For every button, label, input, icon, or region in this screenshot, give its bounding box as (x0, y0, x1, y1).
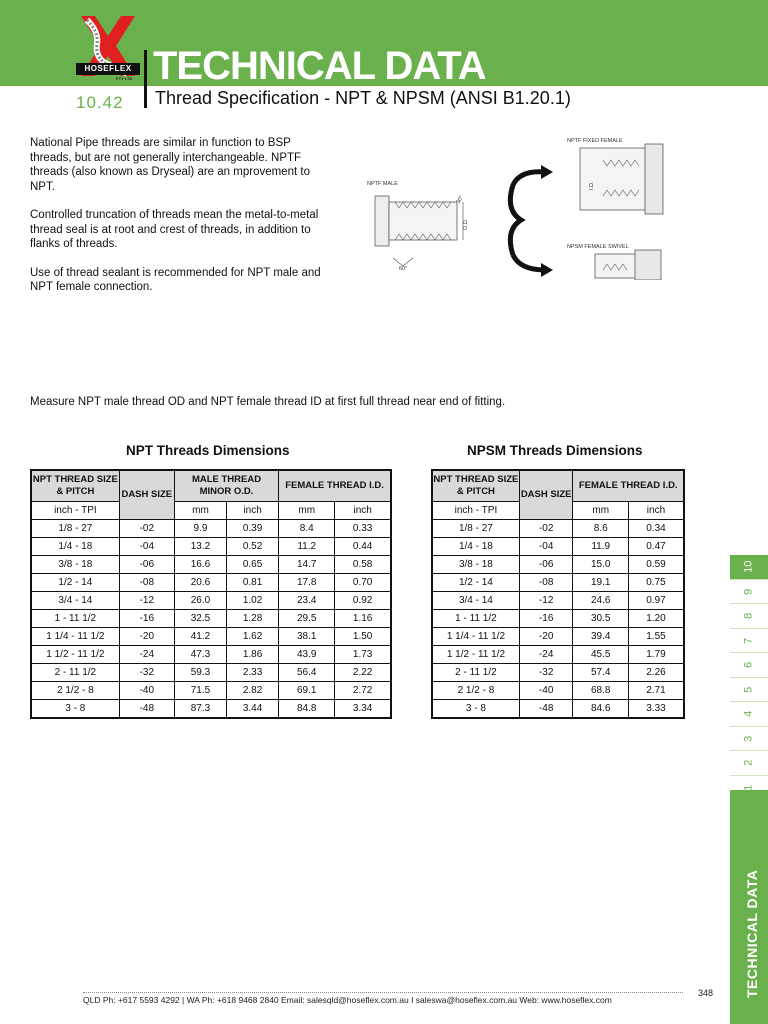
unit-cell: mm (279, 502, 335, 520)
footer-rule (83, 992, 683, 993)
table-cell: 1.28 (227, 610, 279, 628)
table-cell: -12 (119, 592, 174, 610)
unit-cell: mm (174, 502, 226, 520)
table-cell: 3/4 - 14 (31, 592, 119, 610)
table-cell: 11.2 (279, 538, 335, 556)
table-cell: 43.9 (279, 646, 335, 664)
table-row (31, 574, 391, 592)
chapter-tab-label: 6 (742, 661, 755, 668)
table-cell: 0.75 (628, 574, 684, 592)
table-cell: 1.20 (628, 610, 684, 628)
table-cell: -06 (119, 556, 174, 574)
table-cell: 57.4 (573, 664, 629, 682)
table-cell: 3.44 (227, 700, 279, 719)
chapter-tab-5[interactable] (730, 678, 768, 703)
table-cell: 1 1/4 - 11 1/2 (31, 628, 119, 646)
table-cell: -08 (119, 574, 174, 592)
table-cell: 0.34 (628, 520, 684, 538)
header-cell: DASH SIZE (119, 470, 174, 520)
table-cell: 16.6 (174, 556, 226, 574)
header-cell: NPT THREAD SIZE & PITCH (432, 470, 519, 502)
table-cell: 1/2 - 14 (31, 574, 119, 592)
table-cell: 87.3 (174, 700, 226, 719)
table-cell: 9.9 (174, 520, 226, 538)
table-cell: 19.1 (573, 574, 629, 592)
page-title: TECHNICAL DATA (153, 44, 486, 88)
table-row (432, 520, 684, 538)
nptf-fixed-female-label: NPTF FIXED FEMALE (567, 138, 623, 144)
id-label: I.D. (589, 181, 595, 190)
table-cell: -20 (519, 628, 573, 646)
table-cell: 1/8 - 27 (432, 520, 519, 538)
logo-subtext: PTY LTD (116, 76, 133, 81)
table-cell: -16 (119, 610, 174, 628)
unit-cell: inch - TPI (432, 502, 519, 520)
table-cell: 2.26 (628, 664, 684, 682)
table-row (432, 628, 684, 646)
table-cell: 1/4 - 18 (31, 538, 119, 556)
table-cell: 0.52 (227, 538, 279, 556)
nptf-male-label: NPTF MALE (367, 181, 398, 187)
table-cell: 1.02 (227, 592, 279, 610)
table-cell: 2.72 (335, 682, 391, 700)
header-cell: FEMALE THREAD I.D. (279, 470, 391, 502)
table-cell: 0.39 (227, 520, 279, 538)
logo-wordmark: HOSEFLEX (76, 63, 140, 75)
table-cell: 29.5 (279, 610, 335, 628)
table-cell: 0.65 (227, 556, 279, 574)
header-cell: FEMALE THREAD I.D. (573, 470, 684, 502)
table-cell: 1.86 (227, 646, 279, 664)
table-cell: 1.79 (628, 646, 684, 664)
angle-30-label: 30° (455, 194, 465, 205)
table-cell: 3.34 (335, 700, 391, 719)
table-cell: -40 (519, 682, 573, 700)
table-cell: 23.4 (279, 592, 335, 610)
table-cell: -32 (519, 664, 573, 682)
table-cell: -02 (519, 520, 573, 538)
table-cell: -24 (119, 646, 174, 664)
chapter-tab-4[interactable] (730, 702, 768, 727)
table-cell: -12 (519, 592, 573, 610)
chapter-tab-label: 8 (742, 612, 755, 619)
table-cell: 39.4 (573, 628, 629, 646)
side-section-label: TECHNICAL DATA (744, 869, 760, 998)
npsm-dimensions-table (431, 469, 685, 719)
table-row (432, 556, 684, 574)
table-cell: 1 - 11 1/2 (432, 610, 519, 628)
table-cell: 45.5 (573, 646, 629, 664)
table-row (31, 610, 391, 628)
intro-text (30, 136, 330, 309)
intro-paragraph: National Pipe threads are similar in function to BSP threads, but are not generally interchangeable. NPTF threads (also known as Dryseal) are an mprovement to NPT. (30, 137, 310, 193)
table-cell: 32.5 (174, 610, 226, 628)
table-cell: 47.3 (174, 646, 226, 664)
table-cell: 2 - 11 1/2 (31, 664, 119, 682)
chapter-tab-strip (730, 555, 768, 790)
table-cell: 0.97 (628, 592, 684, 610)
table-cell: 1 1/4 - 11 1/2 (432, 628, 519, 646)
table-row (432, 646, 684, 664)
page-number: 348 (698, 988, 714, 998)
table-cell: -16 (519, 610, 573, 628)
chapter-tab-label: 10 (742, 560, 755, 573)
table-row (31, 628, 391, 646)
table-cell: 2 1/2 - 8 (31, 682, 119, 700)
table-cell: 3/8 - 18 (432, 556, 519, 574)
table-row (31, 646, 391, 664)
table-cell: 0.70 (335, 574, 391, 592)
table-cell: 3/8 - 18 (31, 556, 119, 574)
table-header-row (31, 470, 391, 502)
table-cell: 1 1/2 - 11 1/2 (432, 646, 519, 664)
table-cell: 0.58 (335, 556, 391, 574)
chapter-tab-label: 9 (742, 588, 755, 595)
table-row (31, 592, 391, 610)
table-row (432, 682, 684, 700)
unit-cell: inch - TPI (31, 502, 119, 520)
table-row (432, 574, 684, 592)
header-cell: DASH SIZE (519, 470, 573, 520)
header-divider (144, 50, 147, 108)
table-cell: 1.73 (335, 646, 391, 664)
table-cell: -48 (119, 700, 174, 719)
table-cell: 84.6 (573, 700, 629, 719)
table-row (31, 538, 391, 556)
page-subtitle: Thread Specification - NPT & NPSM (ANSI B1.20.1) (155, 88, 571, 108)
table-cell: 1.62 (227, 628, 279, 646)
chapter-tab-label: 1 (742, 784, 755, 791)
table-cell: 0.44 (335, 538, 391, 556)
table-cell: -04 (519, 538, 573, 556)
table-cell: 0.59 (628, 556, 684, 574)
table-cell: 59.3 (174, 664, 226, 682)
table-cell: -32 (119, 664, 174, 682)
unit-cell: inch (628, 502, 684, 520)
footer-contact: QLD Ph: +617 5593 4292 | WA Ph: +618 9468 2840 Email: salesqld@hoseflex.com.au I saleswa@hoseflex.com.au Web: www.hoseflex.com (83, 995, 612, 1005)
table-row (432, 592, 684, 610)
npsm-female-swivel-label: NPSM FEMALE SWIVEL (567, 244, 629, 250)
table-cell: 3.33 (628, 700, 684, 719)
table-cell: 8.6 (573, 520, 629, 538)
chapter-tab-9[interactable] (730, 580, 768, 605)
table-cell: 1 1/2 - 11 1/2 (31, 646, 119, 664)
table-cell: 30.5 (573, 610, 629, 628)
table-cell: 69.1 (279, 682, 335, 700)
header-cell: NPT THREAD SIZE & PITCH (31, 470, 119, 502)
table-cell: 0.92 (335, 592, 391, 610)
table-row (31, 520, 391, 538)
table-cell: 3 - 8 (31, 700, 119, 719)
chapter-tab-10[interactable] (730, 555, 768, 580)
table-cell: 1/4 - 18 (432, 538, 519, 556)
table-cell: -24 (519, 646, 573, 664)
table-cell: -06 (519, 556, 573, 574)
table-cell: 8.4 (279, 520, 335, 538)
chapter-tab-7[interactable] (730, 629, 768, 654)
chapter-tab-label: 2 (742, 759, 755, 766)
table-header-row (432, 470, 684, 502)
unit-cell: mm (573, 502, 629, 520)
table-cell: -40 (119, 682, 174, 700)
table-row (432, 664, 684, 682)
chapter-tab-label: 7 (742, 637, 755, 644)
table-cell: 1/2 - 14 (432, 574, 519, 592)
table-cell: 1.16 (335, 610, 391, 628)
table-cell: 26.0 (174, 592, 226, 610)
table-cell: 2 - 11 1/2 (432, 664, 519, 682)
unit-cell: inch (335, 502, 391, 520)
table-row (31, 556, 391, 574)
table-row (432, 538, 684, 556)
table-cell: 1.55 (628, 628, 684, 646)
unit-cell: inch (227, 502, 279, 520)
table-cell: 0.33 (335, 520, 391, 538)
table-cell: 1 - 11 1/2 (31, 610, 119, 628)
table-cell: 0.81 (227, 574, 279, 592)
table-units-row (31, 502, 391, 520)
table-row (31, 700, 391, 719)
table-row (31, 682, 391, 700)
intro-paragraph: Use of thread sealant is recommended for NPT male and NPT female connection. (30, 266, 321, 293)
npt-dimensions-table (30, 469, 392, 719)
table-cell: 3/4 - 14 (432, 592, 519, 610)
chapter-tab-label: 3 (742, 735, 755, 742)
section-number: 10.42 (76, 93, 124, 112)
chapter-tab-label: 4 (742, 710, 755, 717)
table-row (31, 664, 391, 682)
angle-60-label: 60° (399, 266, 408, 272)
table-cell: 84.8 (279, 700, 335, 719)
table-cell: 2.71 (628, 682, 684, 700)
table-cell: 2.33 (227, 664, 279, 682)
thread-diagram (355, 130, 670, 280)
table-cell: 2.22 (335, 664, 391, 682)
npsm-table-title: NPSM Threads Dimensions (467, 443, 643, 458)
table-cell: 68.8 (573, 682, 629, 700)
od-label: O.D. (463, 218, 469, 230)
table-cell: 1.50 (335, 628, 391, 646)
table-cell: -20 (119, 628, 174, 646)
table-cell: 15.0 (573, 556, 629, 574)
table-cell: -04 (119, 538, 174, 556)
table-cell: 24.6 (573, 592, 629, 610)
table-row (432, 610, 684, 628)
table-cell: 2 1/2 - 8 (432, 682, 519, 700)
table-cell: 71.5 (174, 682, 226, 700)
table-cell: 13.2 (174, 538, 226, 556)
measurement-note: Measure NPT male thread OD and NPT female thread ID at first full thread near end of fitting. (30, 396, 506, 408)
table-cell: 41.2 (174, 628, 226, 646)
chapter-tab-6[interactable] (730, 653, 768, 678)
table-cell: 11.9 (573, 538, 629, 556)
table-cell: 1/8 - 27 (31, 520, 119, 538)
chapter-tab-8[interactable] (730, 604, 768, 629)
table-cell: -02 (119, 520, 174, 538)
table-cell: -48 (519, 700, 573, 719)
table-cell: 3 - 8 (432, 700, 519, 719)
chapter-tab-label: 5 (742, 686, 755, 693)
table-cell: 2.82 (227, 682, 279, 700)
intro-paragraph: Controlled truncation of threads mean the metal-to-metal thread seal is at root and crest of threads, in addition to flanks of threads. (30, 209, 319, 250)
table-cell: 17.8 (279, 574, 335, 592)
table-row (432, 700, 684, 719)
header-cell: MALE THREAD MINOR O.D. (174, 470, 278, 502)
table-cell: 56.4 (279, 664, 335, 682)
table-cell: -08 (519, 574, 573, 592)
table-cell: 14.7 (279, 556, 335, 574)
table-cell: 0.47 (628, 538, 684, 556)
table-cell: 20.6 (174, 574, 226, 592)
chapter-tab-3[interactable] (730, 727, 768, 752)
chapter-tab-2[interactable] (730, 751, 768, 776)
table-cell: 38.1 (279, 628, 335, 646)
npt-table-title: NPT Threads Dimensions (126, 443, 290, 458)
